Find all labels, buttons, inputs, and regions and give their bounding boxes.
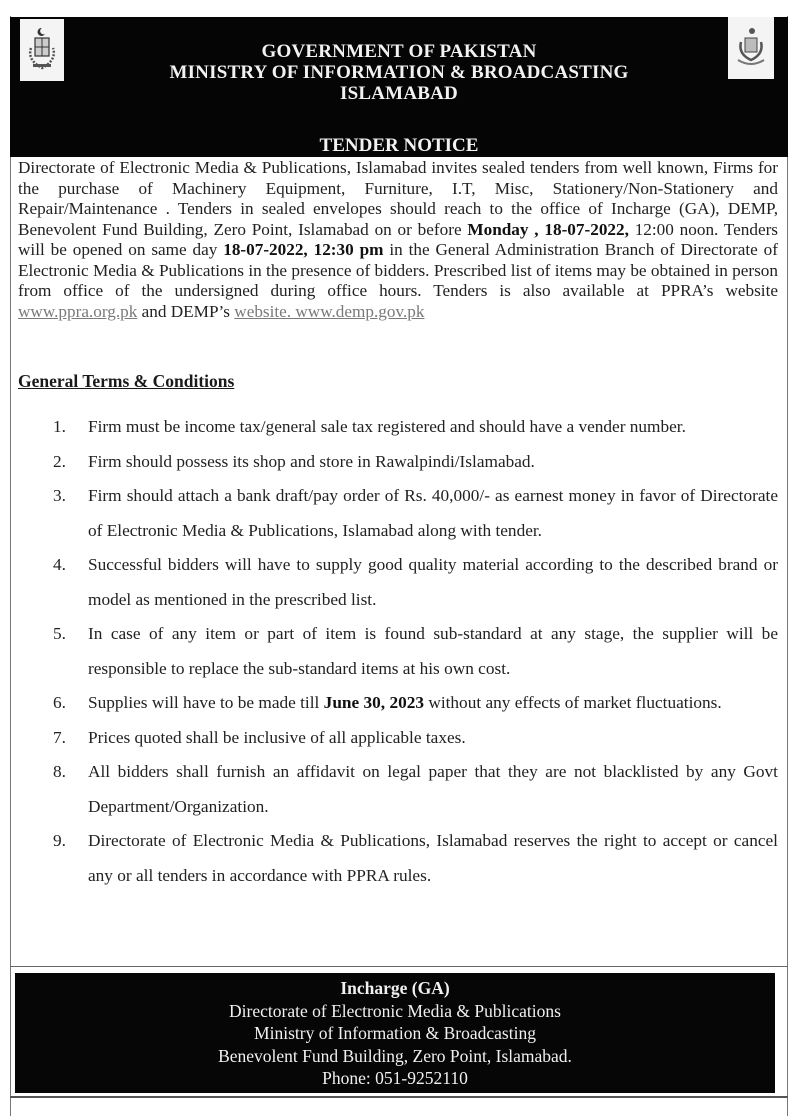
term-item: 4. Successful bidders will have to supply good quality material according to the described brand or model as mentioned in the prescribed list.: [53, 555, 778, 609]
bottom-divider: [10, 1096, 788, 1098]
term-item: 9. Directorate of Electronic Media & Publications, Islamabad reserves the right to accept or cancel any or all tenders in accordance with PPRA rules.: [53, 831, 778, 885]
term-item: 1. Firm must be income tax/general sale tax registered and should have a vender number.: [53, 417, 686, 436]
term-item: 6. Supplies will have to be made till June 30, 2023 without any effects of market fluctuations.: [53, 693, 722, 712]
tender-intro-paragraph: Directorate of Electronic Media & Publications, Islamabad invites sealed tenders from well known, Firms for the purchase of Machinery Equipment, Furniture, I.T, Misc, Stationery/Non-Stationery and Repair/Maintenance . Tenders in sealed envelopes should reach to the office of Incharge (GA), DEMP, Benevolent Fund Building, Zero Point, Islamabad on or before Monday , 18-07-2022, 12:00 noon. Tenders will be opened on same day 18-07-2022, 12:30 pm in the General Administration Branch of Directorate of Electronic Media & Publications in the presence of bidders. Prescribed list of items may be obtained in person from office of the undersigned during office hours. Tenders is also available at PPRA’s website www.ppra.org.pk and DEMP’s website. www.demp.gov.pk: [18, 158, 778, 321]
supply-deadline: June 30, 2023: [323, 693, 425, 712]
terms-list: [35, 410, 778, 893]
contact-footer: [15, 973, 775, 1093]
contact-address: Benevolent Fund Building, Zero Point, Islamabad.: [218, 1045, 572, 1066]
notice-header: [10, 17, 788, 157]
ppra-website-link[interactable]: www.ppra.org.pk: [18, 301, 138, 321]
contact-title: Incharge (GA): [340, 978, 450, 998]
tender-notice-title: TENDER NOTICE: [319, 135, 479, 156]
contact-ministry: Ministry of Information & Broadcasting: [254, 1023, 536, 1043]
opening-datetime: 18-07-2022, 12:30 pm: [223, 240, 384, 259]
term-item: 8. All bidders shall furnish an affidavit on legal paper that they are not blacklisted by any Govt Department/Organization.: [53, 762, 778, 816]
term-item: 5. In case of any item or part of item is found sub-standard at any stage, the supplier will be responsible to replace the sub-standard items at his own cost.: [53, 624, 778, 678]
ministry-emblem-icon: [728, 17, 774, 79]
contact-directorate: Directorate of Electronic Media & Publications: [229, 1000, 561, 1021]
government-title: GOVERNMENT OF PAKISTAN: [261, 41, 537, 62]
terms-heading: General Terms & Conditions: [18, 371, 235, 391]
demp-website-link[interactable]: website. www.demp.gov.pk: [234, 301, 425, 321]
city-title: ISLAMABAD: [340, 83, 458, 104]
term-item: 3. Firm should attach a bank draft/pay order of Rs. 40,000/- as earnest money in favor of Directorate of Electronic Media & Publications, Islamabad along with tender.: [53, 486, 778, 540]
term-item: 2. Firm should possess its shop and store in Rawalpindi/Islamabad.: [53, 451, 535, 471]
term-item: 7. Prices quoted shall be inclusive of all applicable taxes.: [53, 727, 466, 747]
contact-phone: Phone: 051-9252110: [322, 1068, 468, 1088]
ministry-title: MINISTRY OF INFORMATION & BROADCASTING: [169, 62, 629, 83]
submission-deadline: Monday , 18-07-2022,: [467, 219, 629, 239]
